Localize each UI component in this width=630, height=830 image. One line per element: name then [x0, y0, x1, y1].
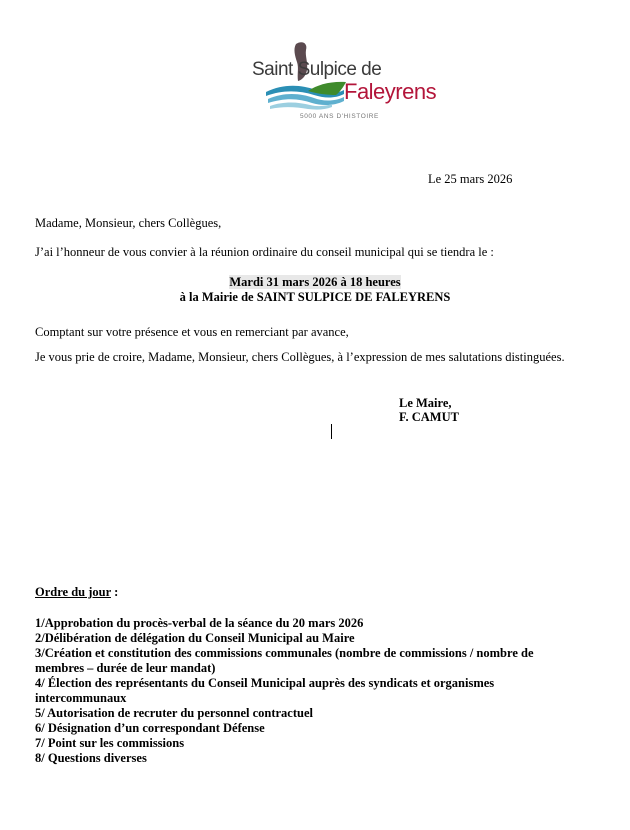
- meeting-date: Mardi 31 mars 2026 à 18 heures: [229, 275, 401, 289]
- signature-name: F. CAMUT: [399, 410, 459, 424]
- agenda-item: 3/Création et constitution des commissions communales (nombre de commissions / nombre de membres – durée de leur mandat): [35, 646, 534, 675]
- signature-title: Le Maire,: [399, 396, 452, 410]
- closing-paragraph-2: Je vous prie de croire, Madame, Monsieur, chers Collègues, à l’expression de mes salutations distinguées.: [35, 350, 565, 364]
- logo-text-line1: Saint Sulpice de: [252, 59, 382, 80]
- agenda-item: 5/ Autorisation de recruter du personnel contractuel: [35, 706, 313, 720]
- logo-text-line2: Faleyrens: [344, 79, 437, 104]
- agenda-item: 8/ Questions diverses: [35, 751, 147, 765]
- agenda-heading: Ordre du jour: [35, 585, 111, 599]
- agenda-item: 2/Délibération de délégation du Conseil Municipal au Maire: [35, 631, 355, 645]
- agenda-item: 7/ Point sur les commissions: [35, 736, 185, 750]
- logo-tagline: 5000 ANS D'HISTOIRE: [300, 113, 379, 120]
- meeting-date-line: [0, 275, 630, 290]
- agenda-item: 4/ Élection des représentants du Conseil Municipal auprès des syndicats et organismes intercommunaux: [35, 676, 495, 705]
- salutation: Madame, Monsieur, chers Collègues,: [35, 216, 222, 230]
- closing-paragraph-1: Comptant sur votre présence et vous en remerciant par avance,: [35, 325, 349, 339]
- letter-date: Le 25 mars 2026: [428, 172, 513, 186]
- meeting-place: à la Mairie de SAINT SULPICE DE FALEYRENS: [179, 290, 451, 304]
- agenda-item: 6/ Désignation d’un correspondant Défense: [35, 721, 265, 735]
- municipality-logo: [252, 40, 442, 120]
- agenda-item: 1/Approbation du procès-verbal de la séance du 20 mars 2026: [35, 616, 364, 630]
- text-cursor: [331, 424, 332, 439]
- agenda-heading-suffix: :: [110, 585, 119, 599]
- agenda-heading-line: [35, 585, 118, 600]
- intro-paragraph: J’ai l’honneur de vous convier à la réunion ordinaire du conseil municipal qui se tiendra le :: [35, 245, 494, 259]
